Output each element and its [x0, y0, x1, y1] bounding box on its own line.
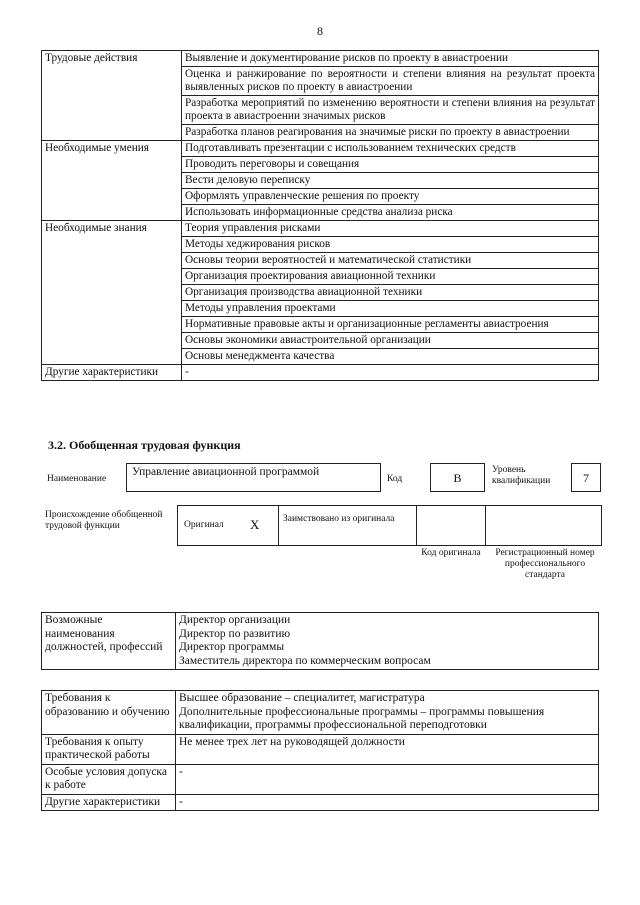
knowledge-item: Основы экономики авиастроительной организации — [182, 333, 599, 349]
knowledge-item: Основы менеджмента качества — [182, 349, 599, 365]
name-label: Наименование — [47, 474, 107, 484]
code-value: B — [453, 471, 462, 485]
level-value-box — [571, 463, 601, 492]
knowledge-item: Методы управления проектами — [182, 301, 599, 317]
skill-item: Подготавливать презентации с использованием технических средств — [182, 141, 599, 157]
original-label: Оригинал — [184, 520, 224, 530]
labor-action-item: Разработка планов реагирования на значимые риски по проекту в авиастроении — [182, 125, 599, 141]
position-item: Заместитель директора по коммерческим вопросам — [179, 654, 431, 667]
knowledge-item: Методы хеджирования рисков — [182, 237, 599, 253]
other-characteristics-label: Другие характеристики — [42, 365, 182, 381]
requirements-table — [41, 690, 599, 811]
level-label: Уровень квалификации — [492, 465, 551, 486]
other-requirements-value: - — [176, 794, 599, 811]
education-list — [176, 691, 599, 735]
name-value: Управление авиационной программой — [132, 466, 320, 478]
origin-divider — [485, 505, 486, 546]
skill-item: Проводить переговоры и совещания — [182, 157, 599, 173]
section-heading: 3.2. Обобщенная трудовая функция — [48, 438, 241, 452]
code-value-box — [430, 463, 485, 492]
borrowed-label: Заимствовано из оригинала — [283, 514, 395, 524]
experience-value: Не менее трех лет на руководящей должности — [176, 734, 599, 764]
experience-label: Требования к опыту практической работы — [42, 734, 176, 764]
code-original-caption: Код оригинала — [421, 548, 481, 558]
knowledge-item: Организация производства авиационной техники — [182, 285, 599, 301]
education-label: Требования к образованию и обучению — [42, 691, 176, 735]
origin-divider — [416, 505, 417, 546]
origin-table — [177, 505, 602, 546]
position-item: Директор по развитию — [179, 627, 291, 640]
conditions-value: - — [176, 764, 599, 794]
positions-table — [41, 612, 599, 670]
knowledge-item: Нормативные правовые акты и организационные регламенты авиастроения — [182, 317, 599, 333]
other-characteristics-value: - — [182, 365, 599, 381]
skill-item: Вести деловую переписку — [182, 173, 599, 189]
positions-list — [176, 613, 599, 670]
education-item: Высшее образование – специалитет, магистратура — [179, 692, 425, 704]
knowledge-label: Необходимые знания — [42, 221, 182, 365]
position-item: Директор программы — [179, 641, 285, 653]
code-label: Код — [387, 474, 403, 484]
origin-label: Происхождение обобщенной трудовой функции — [45, 510, 163, 531]
conditions-label: Особые условия допуска к работе — [42, 764, 176, 794]
knowledge-item: Организация проектирования авиационной техники — [182, 269, 599, 285]
education-item: Дополнительные профессиональные программы – программы повышения квалификации, программы профессиональной переподготовки — [179, 705, 545, 731]
labor-action-item: Оценка и ранжирование по вероятности и степени влияния на результат проекта выявленных рисков по проекту в авиастроении — [182, 67, 599, 96]
skill-item: Использовать информационные средства анализа риска — [182, 205, 599, 221]
level-value: 7 — [583, 471, 589, 485]
labor-action-item: Выявление и документирование рисков по проекту в авиастроении — [182, 51, 599, 67]
registration-number-caption: Регистрационный номер профессионального стандарта — [495, 548, 595, 580]
origin-divider — [278, 505, 279, 546]
positions-label: Возможные наименования должностей, профессий — [42, 613, 176, 670]
skills-label: Необходимые умения — [42, 141, 182, 221]
page-number: 8 — [317, 24, 323, 38]
position-item: Директор организации — [179, 614, 291, 626]
skill-item: Оформлять управленческие решения по проекту — [182, 189, 599, 205]
labor-function-table — [41, 50, 599, 381]
knowledge-item: Основы теории вероятностей и математической статистики — [182, 253, 599, 269]
labor-actions-label: Трудовые действия — [42, 51, 182, 141]
original-mark: X — [250, 517, 260, 532]
name-value-box — [126, 463, 381, 492]
labor-action-item: Разработка мероприятий по изменению вероятности и степени влияния на результат проекта в авиастроении значимых рисков — [182, 96, 599, 125]
knowledge-item: Теория управления рисками — [182, 221, 599, 237]
other-requirements-label: Другие характеристики — [42, 794, 176, 811]
